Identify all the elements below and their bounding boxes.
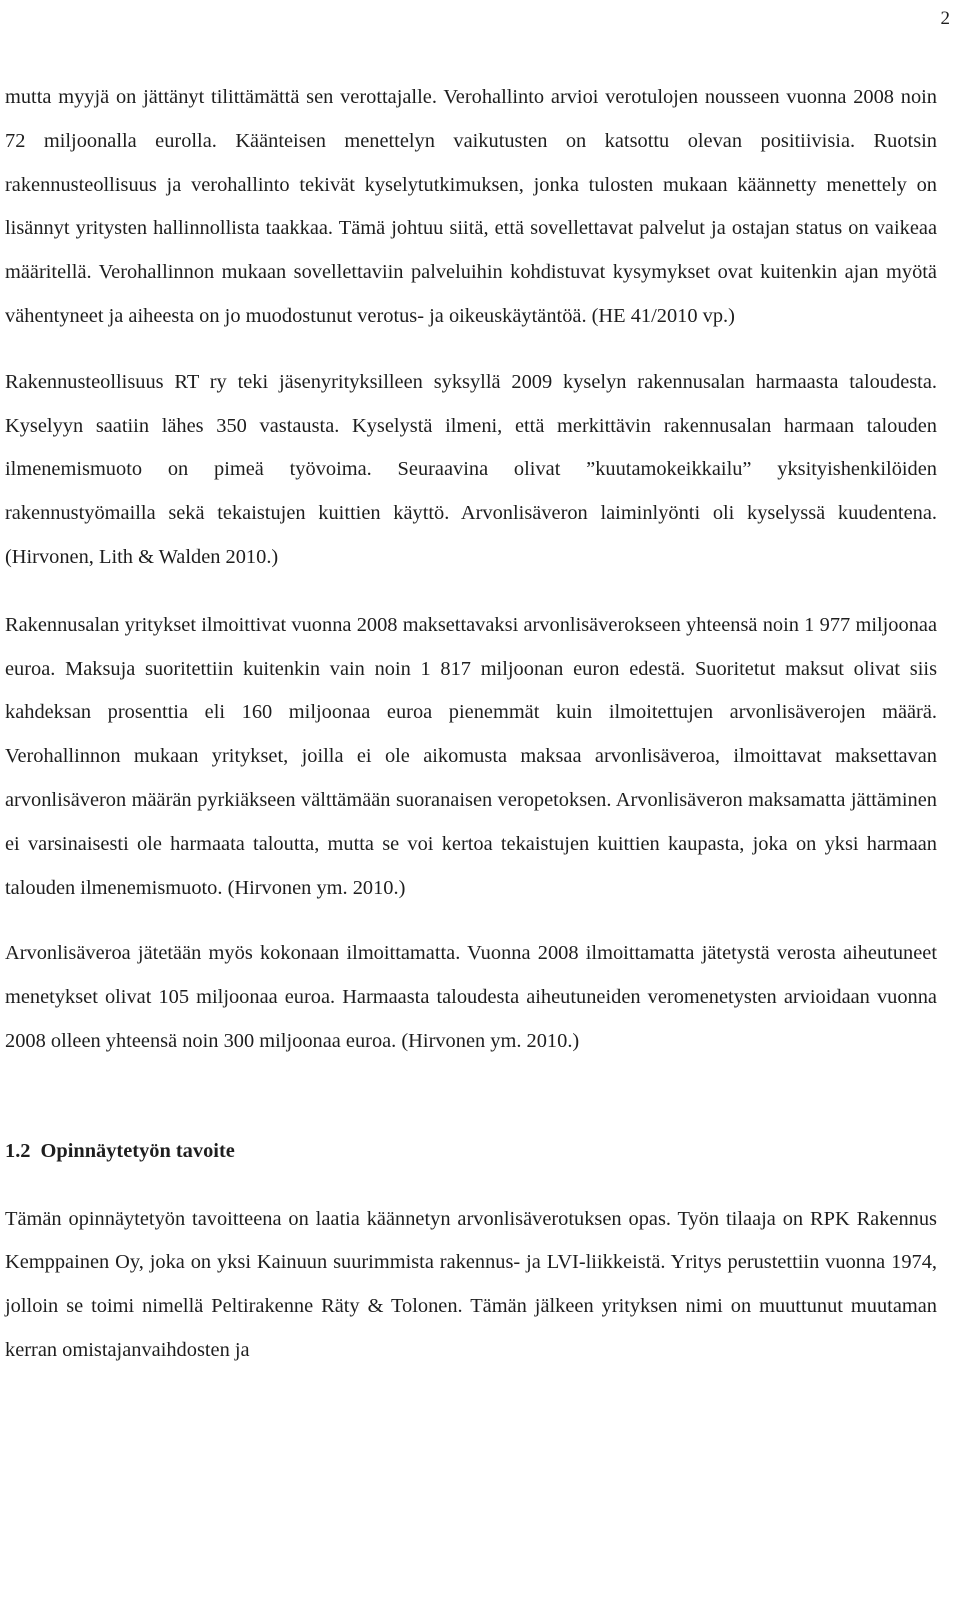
paragraph-unreported-vat: Arvonlisäveroa jätetään myös kokonaan ilmoittamatta. Vuonna 2008 ilmoittamatta jätetystä verosta aiheutuneet menetykset olivat 105 miljoonaa euroa. Harmaasta taloudesta aiheutuneiden veromenetysten arvioidaan vuonna 2008 olleen yhteensä noin 300 miljoonaa euroa. (Hirvonen ym. 2010.) [5, 942, 937, 1052]
section-title: Opinnäytetyön tavoite [40, 1139, 235, 1162]
document-body [5, 76, 937, 1373]
section-heading [5, 1130, 937, 1174]
paragraph-thesis-goal: Tämän opinnäytetyön tavoitteena on laatia käännetyn arvonlisäverotuksen opas. Työn tilaaja on RPK Rakennus Kemppainen Oy, joka on yksi Kainuun suurimmista rakennus- ja LVI-liikkeistä. Yritys perustettiin vuonna 1974, jolloin se toimi nimellä Peltirakenne Räty & Tolonen. Tämän jälkeen yrityksen nimi on muuttunut muutaman kerran omistajanvaihdosten ja [5, 1207, 937, 1361]
paragraph-vat-reverse-charge-effects: mutta myyjä on jättänyt tilittämättä sen verottajalle. Verohallinto arvioi verotulojen nousseen vuonna 2008 noin 72 miljoonalla eurolla. Käänteisen menettelyn vaikutusten on katsottu olevan positiivisia. Ruotsin rakennusteollisuus ja verohallinto tekivät kyselytutkimuksen, jonka tulosten mukaan käännetty menettely on lisännyt yritysten hallinnollista taakkaa. Tämä johtuu siitä, että sovellettavat palvelut ja ostajan status on vaikeaa määritellä. Verohallinnon mukaan sovellettaviin palveluihin kohdistuvat kysymykset ovat kuitenkin ajan myötä vähentyneet ja aiheesta on jo muodostunut verotus- ja oikeuskäytäntöä. (HE 41/2010 vp.) [5, 86, 937, 327]
paragraph-vat-payments-2008: Rakennusalan yritykset ilmoittivat vuonna 2008 maksettavaksi arvonlisäverokseen yhteensä noin 1 977 miljoonaa euroa. Maksuja suoritettiin kuitenkin vain noin 1 817 miljoonan euron edestä. Suoritetut maksut olivat siis kahdeksan prosenttia eli 160 miljoonaa euroa pienemmät kuin ilmoitettujen arvonlisäverojen määrä. Verohallinnon mukaan yritykset, joilla ei ole aikomusta maksaa arvonlisäveroa, ilmoittavat maksettavan arvonlisäveron määrän pyrkiäkseen välttämään suoranaisen veropetoksen. Arvonlisäveron maksamatta jättäminen ei varsinaisesti ole harmaata taloutta, mutta se voi kertoa tekaistujen kuittien kaupasta, joka on yksi harmaan talouden ilmenemismuoto. (Hirvonen ym. 2010.) [5, 613, 937, 899]
paragraph-rt-survey: Rakennusteollisuus RT ry teki jäsenyrityksilleen syksyllä 2009 kyselyn rakennusalan harmaasta taloudesta. Kyselyyn saatiin lähes 350 vastausta. Kyselystä ilmeni, että merkittävin rakennusalan harmaan talouden ilmenemismuoto on pimeä työvoima. Seuraavina olivat ”kuutamokeikkailu” yksityishenkilöiden rakennustyömailla sekä tekaistujen kuittien käyttö. Arvonlisäveron laiminlyönti oli kyselyssä kuudentena. (Hirvonen, Lith & Walden 2010.) [5, 370, 937, 568]
section-number: 1.2 [5, 1139, 31, 1162]
page-number: 2 [940, 8, 950, 29]
